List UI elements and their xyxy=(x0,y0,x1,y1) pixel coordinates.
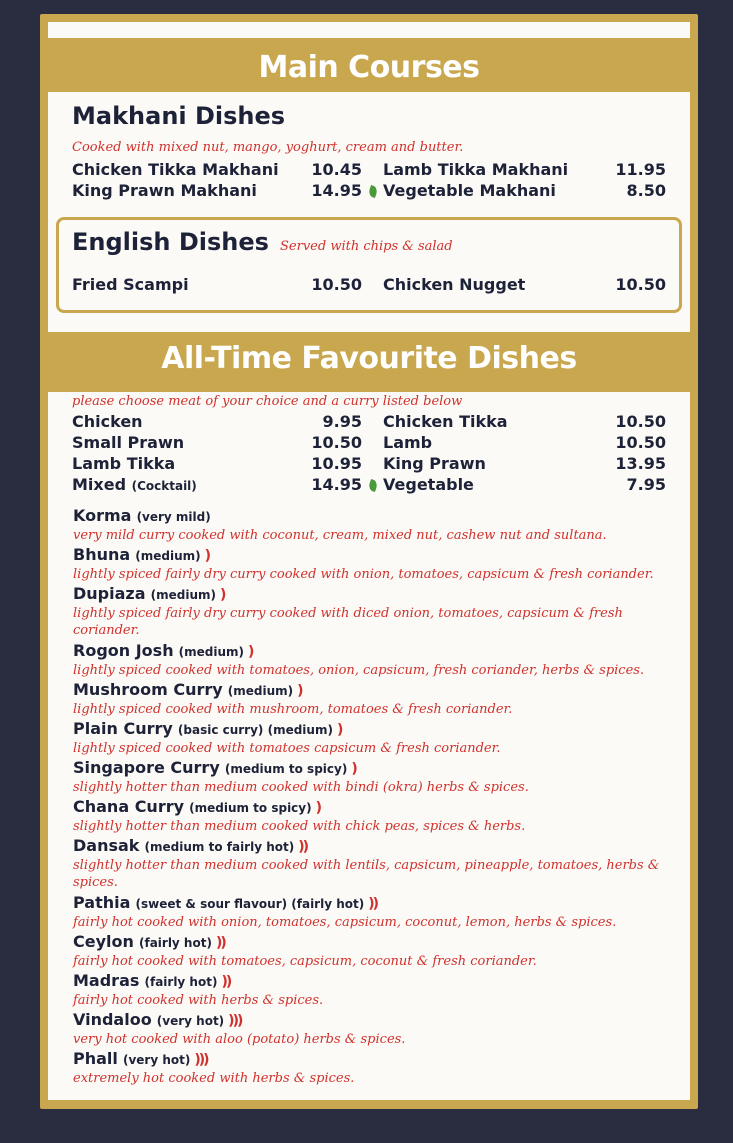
menu-item xyxy=(383,275,666,296)
chili-heat-icon: )) xyxy=(368,896,378,912)
meat-name: King Prawn xyxy=(383,454,486,473)
meat-name: Vegetable xyxy=(383,475,474,494)
item-name: Chicken Nugget xyxy=(383,275,526,294)
curry-item xyxy=(73,758,673,796)
item-price: 14.95 xyxy=(311,181,362,200)
curry-description: fairly hot cooked with onion, tomatoes, capsicum, coconut, lemon, herbs & spices. xyxy=(73,915,617,930)
curry-title-line xyxy=(73,758,673,779)
meat-name xyxy=(72,475,197,494)
curry-heat-note: (very hot) xyxy=(156,1014,225,1028)
meat-name: Chicken Tikka xyxy=(383,412,508,431)
curry-title-line xyxy=(73,1010,673,1031)
curry-description: slightly hotter than medium cooked with bindi (okra) herbs & spices. xyxy=(73,780,529,795)
english-heading-line xyxy=(72,228,453,256)
menu-item xyxy=(72,160,362,181)
curry-name: Singapore Curry xyxy=(73,758,220,777)
makhani-description: Cooked with mixed nut, mango, yoghurt, cream and butter. xyxy=(72,140,464,155)
vegetarian-leaf-icon xyxy=(367,479,378,492)
meat-item xyxy=(383,433,666,454)
item-price: 10.50 xyxy=(615,275,666,294)
curry-name: Vindaloo xyxy=(73,1010,152,1029)
meat-note: (Cocktail) xyxy=(131,479,197,493)
curry-title-line xyxy=(73,1049,673,1070)
meat-item xyxy=(72,412,362,433)
meat-item xyxy=(72,433,362,454)
curry-title-line xyxy=(73,719,673,740)
meat-price: 14.95 xyxy=(311,475,362,494)
curry-description: fairly hot cooked with tomatoes, capsicum, coconut & fresh coriander. xyxy=(73,954,537,969)
curry-title-line xyxy=(73,641,673,662)
curry-name: Korma xyxy=(73,506,132,525)
main-courses-title: Main Courses xyxy=(258,50,480,85)
chili-heat-icon: ) xyxy=(336,722,342,738)
curry-title-line xyxy=(73,545,673,566)
meat-price: 7.95 xyxy=(626,475,666,494)
curry-name: Phall xyxy=(73,1049,118,1068)
curry-heat-note: (basic curry) (medium) xyxy=(177,723,333,737)
curry-title-line xyxy=(73,680,673,701)
curry-heat-note: (medium to spicy) xyxy=(224,762,348,776)
curry-description: very mild curry cooked with coconut, cream, mixed nut, cashew nut and sultana. xyxy=(73,528,607,543)
curry-item xyxy=(73,641,673,679)
curry-description: lightly spiced cooked with mushroom, tomatoes & fresh coriander. xyxy=(73,702,513,717)
item-name: Lamb Tikka Makhani xyxy=(383,160,569,179)
curry-heat-note: (sweet & sour flavour) (fairly hot) xyxy=(135,897,365,911)
curry-heat-note: (medium) xyxy=(178,645,245,659)
curry-item xyxy=(73,1049,673,1087)
meat-name: Small Prawn xyxy=(72,433,185,452)
item-name: Chicken Tikka Makhani xyxy=(72,160,279,179)
curry-title-line xyxy=(73,932,673,953)
meat-price: 10.50 xyxy=(615,412,666,431)
item-price: 11.95 xyxy=(615,160,666,179)
item-price: 10.45 xyxy=(311,160,362,179)
chili-heat-icon: )) xyxy=(221,974,231,990)
vegetarian-leaf-icon xyxy=(367,185,378,198)
chili-heat-icon: ) xyxy=(315,800,321,816)
menu-item xyxy=(383,181,666,202)
meat-name: Lamb xyxy=(383,433,433,452)
curry-name: Pathia xyxy=(73,893,131,912)
chili-heat-icon: ) xyxy=(248,644,253,660)
curry-title-line xyxy=(73,797,673,818)
curry-heat-note: (fairly hot) xyxy=(144,975,218,989)
curry-item xyxy=(73,1010,673,1048)
curry-item xyxy=(73,893,673,931)
curry-heat-note: (medium to fairly hot) xyxy=(144,840,295,854)
english-dishes-box xyxy=(56,217,682,313)
curry-description: extremely hot cooked with herbs & spices. xyxy=(73,1071,355,1086)
favourites-instruction: please choose meat of your choice and a curry listed below xyxy=(72,394,463,409)
curry-item xyxy=(73,932,673,970)
meat-price: 13.95 xyxy=(615,454,666,473)
meat-price: 9.95 xyxy=(322,412,362,431)
english-heading: English Dishes xyxy=(72,228,269,256)
curry-item xyxy=(73,506,673,544)
curry-title-line xyxy=(73,584,673,605)
item-price: 10.50 xyxy=(311,275,362,294)
curry-description: lightly spiced cooked with tomatoes capsicum & fresh coriander. xyxy=(73,741,501,756)
meat-item xyxy=(383,412,666,433)
favourites-panel xyxy=(48,392,690,1100)
curry-item xyxy=(73,719,673,757)
curry-name: Rogon Josh xyxy=(73,641,174,660)
chili-heat-icon: ) xyxy=(204,548,210,564)
chili-heat-icon: ) xyxy=(219,587,225,603)
meat-name-text: Mixed xyxy=(72,475,127,494)
curry-name: Bhuna xyxy=(73,545,131,564)
curry-heat-note: (fairly hot) xyxy=(138,936,212,950)
curry-item xyxy=(73,836,673,891)
curry-title-line xyxy=(73,893,673,914)
item-name: Vegetable Makhani xyxy=(383,181,556,200)
meat-price: 10.50 xyxy=(311,433,362,452)
item-name: Fried Scampi xyxy=(72,275,189,294)
curry-item xyxy=(73,545,673,583)
menu-item xyxy=(72,275,362,296)
chili-heat-icon: ))) xyxy=(228,1013,242,1029)
curry-heat-note: (medium to spicy) xyxy=(189,801,312,815)
menu-item xyxy=(72,181,362,202)
curry-name: Chana Curry xyxy=(73,797,185,816)
curry-name: Ceylon xyxy=(73,932,134,951)
chili-heat-icon: )) xyxy=(298,839,308,855)
makhani-heading: Makhani Dishes xyxy=(72,102,286,130)
curry-item xyxy=(73,971,673,1009)
curry-name: Dansak xyxy=(73,836,140,855)
item-name: King Prawn Makhani xyxy=(72,181,257,200)
curry-item xyxy=(73,680,673,718)
top-strip xyxy=(48,22,690,38)
curry-name: Plain Curry xyxy=(73,719,173,738)
item-price: 8.50 xyxy=(626,181,666,200)
curry-title-line xyxy=(73,836,673,857)
chili-heat-icon: ))) xyxy=(194,1052,208,1068)
favourites-title: All-Time Favourite Dishes xyxy=(161,341,577,376)
curry-description: lightly spiced fairly dry curry cooked with onion, tomatoes, capsicum & fresh coriander. xyxy=(73,567,654,582)
meat-item xyxy=(383,454,666,475)
curry-description: slightly hotter than medium cooked with lentils, capsicum, pineapple, tomatoes, herbs & spices. xyxy=(73,858,660,890)
curry-heat-note: (very hot) xyxy=(122,1053,191,1067)
curry-item xyxy=(73,584,673,639)
english-note: Served with chips & salad xyxy=(280,239,453,254)
curry-name: Dupiaza xyxy=(73,584,146,603)
curry-title-line xyxy=(73,971,673,992)
curry-description: fairly hot cooked with herbs & spices. xyxy=(73,993,324,1008)
meat-item xyxy=(383,475,666,496)
curry-title-line xyxy=(73,506,673,527)
meat-name: Lamb Tikka xyxy=(72,454,176,473)
main-courses-panel xyxy=(48,92,690,332)
curry-description: slightly hotter than medium cooked with chick peas, spices & herbs. xyxy=(73,819,526,834)
curry-name: Mushroom Curry xyxy=(73,680,223,699)
meat-name: Chicken xyxy=(72,412,143,431)
curry-heat-note: (medium) xyxy=(150,588,216,602)
curry-heat-note: (medium) xyxy=(135,549,201,563)
menu-item xyxy=(383,160,666,181)
chili-heat-icon: )) xyxy=(215,935,225,951)
curry-description: lightly spiced cooked with tomatoes, onion, capsicum, fresh coriander, herbs & spices. xyxy=(73,663,645,678)
meat-item xyxy=(72,454,362,475)
chili-heat-icon: ) xyxy=(351,761,356,777)
curry-name: Madras xyxy=(73,971,140,990)
meat-price: 10.50 xyxy=(615,433,666,452)
curry-heat-note: (medium) xyxy=(227,684,294,698)
curry-item xyxy=(73,797,673,835)
meat-item xyxy=(72,475,362,496)
chili-heat-icon: ) xyxy=(297,683,302,699)
curry-description: very hot cooked with aloo (potato) herbs & spices. xyxy=(73,1032,406,1047)
curry-heat-note: (very mild) xyxy=(136,510,211,524)
meat-price: 10.95 xyxy=(311,454,362,473)
curry-description: lightly spiced fairly dry curry cooked with diced onion, tomatoes, capsicum & fresh coriander. xyxy=(73,606,623,638)
